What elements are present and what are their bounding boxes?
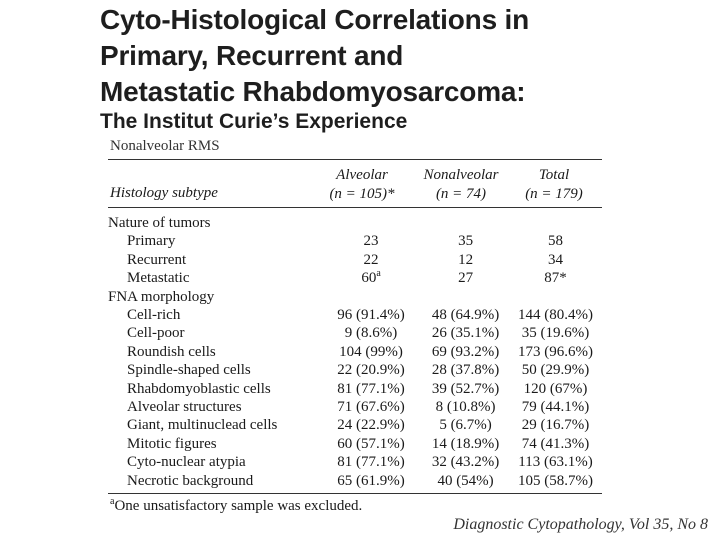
cell-nonalveolar: 69 (93.2%) [431, 343, 500, 360]
cell-alveolar: 23 [363, 233, 379, 250]
footnote-text: One unsatisfactory sample was excluded. [114, 498, 363, 514]
cell-total: 113 (63.1%) [518, 454, 593, 471]
table-row [108, 361, 602, 379]
cell-total: 87* [544, 270, 567, 287]
table-row [108, 324, 602, 342]
row-label: Cell-poor [127, 325, 185, 342]
column-header-histology-subtype: Histology subtype [110, 185, 218, 201]
column-count: (n = 105)* [329, 186, 395, 202]
table-row [108, 453, 602, 471]
cell-alveolar: 81 (77.1%) [337, 454, 405, 471]
cell-nonalveolar: 32 (43.2%) [431, 454, 500, 471]
header-rule [108, 207, 602, 208]
cell-value: 60 [361, 270, 377, 287]
title-line-2: Primary, Recurrent and [100, 40, 404, 71]
table-section-row [108, 214, 602, 232]
table-row [108, 435, 602, 453]
cell-alveolar: 9 (8.6%) [344, 325, 398, 342]
cell-alveolar: 60 (57.1%) [337, 435, 405, 452]
table-caption: Nonalveolar RMS [110, 138, 220, 154]
cell-total: 29 (16.7%) [521, 417, 590, 434]
table-row [108, 380, 602, 398]
section-label: Nature of tumors [108, 215, 211, 231]
cell-nonalveolar: 39 (52.7%) [431, 380, 500, 397]
table-row [108, 343, 602, 361]
cell-total: 50 (29.9%) [521, 362, 590, 379]
column-name: Alveolar [336, 167, 388, 183]
cell-total: 58 [547, 233, 563, 250]
table-row [108, 398, 602, 416]
table-row [108, 416, 602, 434]
cell-alveolar: 24 (22.9%) [337, 417, 405, 434]
table-row [108, 269, 602, 287]
row-label: Cyto-nuclear atypia [127, 454, 246, 471]
cell-alveolar: 81 (77.1%) [337, 380, 405, 397]
column-count: (n = 74) [435, 186, 487, 202]
row-label: Roundish cells [127, 343, 216, 360]
cell-nonalveolar: 27 [458, 270, 474, 287]
source-citation: Diagnostic Cytopathology, Vol 35, No 8 [453, 516, 708, 533]
column-header-total [506, 166, 602, 204]
column-name: Total [538, 167, 570, 183]
footnote-marker: a [110, 496, 115, 507]
footnote-marker: a [376, 268, 381, 280]
cell-nonalveolar: 40 (54%) [437, 472, 494, 489]
cell-nonalveolar: 8 (10.8%) [435, 399, 496, 416]
cell-alveolar: 71 (67.6%) [337, 399, 405, 416]
cell-alveolar: 104 (99%) [339, 343, 403, 360]
table-row [108, 472, 602, 490]
cell-nonalveolar: 26 (35.1%) [431, 325, 500, 342]
cell-total: 120 (67%) [523, 380, 588, 397]
cell-alveolar [320, 269, 422, 287]
cell-alveolar: 96 (91.4%) [337, 307, 405, 324]
cell-total: 79 (44.1%) [521, 399, 590, 416]
title-line-1: Cyto-Histological Correlations in [100, 4, 529, 35]
column-header-nonalveolar [416, 166, 506, 204]
table-footnote [110, 498, 362, 515]
table-bottom-rule [108, 493, 602, 494]
cell-nonalveolar: 14 (18.9%) [431, 435, 500, 452]
row-label: Alveolar structures [127, 399, 242, 416]
cell-nonalveolar: 28 (37.8%) [431, 362, 500, 379]
row-label: Giant, multinuclead cells [127, 417, 278, 434]
cell-nonalveolar: 48 (64.9%) [431, 307, 500, 324]
row-label: Primary [127, 233, 176, 250]
row-label: Recurrent [127, 251, 187, 268]
table-row [108, 251, 602, 269]
results-table [108, 214, 602, 490]
table-row [108, 232, 602, 250]
cell-nonalveolar: 12 [458, 251, 474, 268]
row-label: Mitotic figures [127, 435, 217, 452]
column-header-alveolar [308, 166, 416, 204]
cell-total: 74 (41.3%) [521, 435, 590, 452]
table-row [108, 306, 602, 324]
cell-alveolar: 22 [363, 251, 379, 268]
row-label: Cell-rich [127, 307, 181, 324]
table-section-row [108, 288, 602, 306]
table-top-rule [108, 159, 602, 160]
cell-total: 34 [547, 251, 563, 268]
cell-total: 173 (96.6%) [517, 343, 593, 360]
cell-total: 35 (19.6%) [521, 325, 590, 342]
slide-title [100, 2, 700, 110]
row-label: Metastatic [127, 270, 190, 287]
column-count: (n = 179) [525, 186, 583, 202]
cell-nonalveolar: 5 (6.7%) [439, 417, 492, 434]
row-label: Rhabdomyoblastic cells [127, 380, 271, 397]
cell-alveolar: 22 (20.9%) [337, 362, 405, 379]
row-label: Necrotic background [127, 472, 254, 489]
cell-total: 144 (80.4%) [517, 307, 593, 324]
row-label: Spindle-shaped cells [127, 362, 251, 379]
cell-total: 105 (58.7%) [517, 472, 593, 489]
cell-alveolar: 65 (61.9%) [337, 472, 405, 489]
cell-nonalveolar: 35 [458, 233, 474, 250]
section-label: FNA morphology [108, 288, 215, 305]
title-line-3: Metastatic Rhabdomyosarcoma: [100, 76, 526, 107]
column-name: Nonalveolar [423, 167, 499, 183]
slide-subtitle: The Institut Curie’s Experience [100, 110, 408, 133]
